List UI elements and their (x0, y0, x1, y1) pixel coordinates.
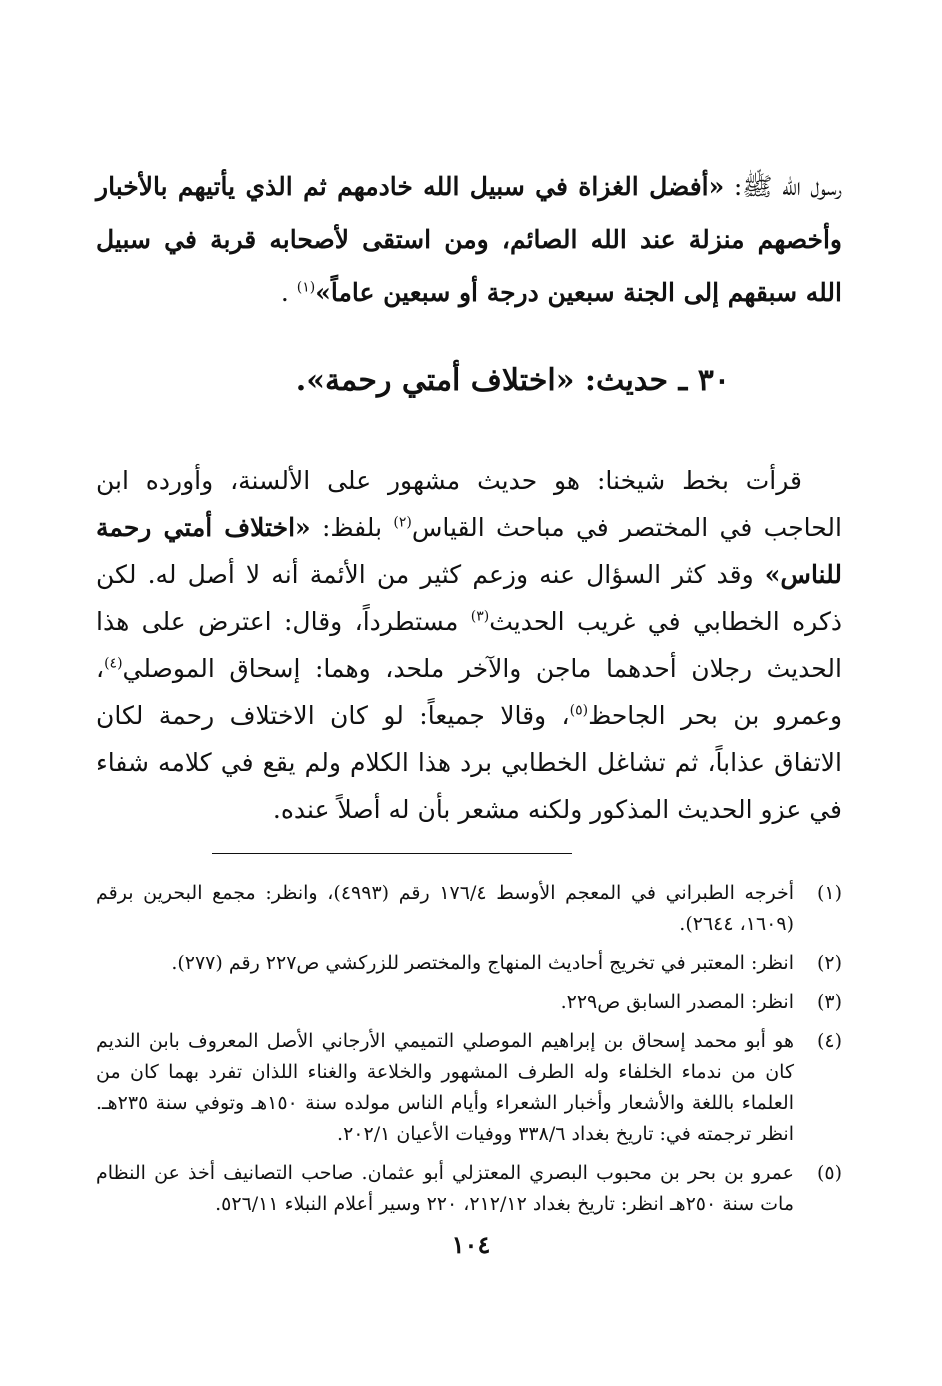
footnote-text: انظر: المعتبر في تخريج أحاديث المنهاج والمختصر للزركشي ص٢٢٧ رقم (٢٧٧). (171, 952, 794, 974)
footnote-text: عمرو بن بحر بن محبوب البصري المعتزلي أبو عثمان. صاحب التصانيف أخذ عن النظام مات سنة ٢٥٠هـ انظر: تاريخ بغداد ٢١٢/١٢، ٢٢٠ وسير أعلام النبلاء ٥٢٦/١١. (96, 1162, 794, 1215)
hadith-intro-paragraph (96, 160, 842, 319)
footnote-ref-2[interactable]: (٢) (393, 514, 412, 531)
footnote-item (96, 948, 842, 979)
footnote-number: (٤) (816, 1030, 842, 1052)
body-text-6: ، وقالا جميعاً: لو كان الاختلاف رحمة لكان الاتفاق عذاباً، ثم تشاغل الخطابي برد هذا الكلام ولم يقع في كلامه شفاء في عزو الحديث المذكور ولكنه مشعر بأن له أصلاً عنده. (96, 701, 842, 824)
body-text-4: مستطرداً، وقال: اعترض على هذا الحديث رجلان أحدهما ماجن والآخر ملحد، وهما: إسحاق الموصلي (96, 607, 842, 683)
intro-lead: رسول الله ﷺ: (724, 172, 842, 201)
page-number: ١٠٤ (451, 1230, 491, 1259)
footnote-ref-1[interactable]: (١) (296, 279, 316, 296)
footnote-item (96, 1158, 842, 1220)
footnote-item (96, 1026, 842, 1150)
body-text-5: ، وعمرو بن بحر الجاحظ (96, 654, 843, 730)
footnote-text: هو أبو محمد إسحاق بن إبراهيم الموصلي التميمي الأرجاني الأصل المعروف بابن النديم كان من ندماء الخلفاء وله الطرف المشهور والخلاعة والغناء اللذان تفرد بهما كان من العلماء باللغة والأشعار وأخبار الشعراء وأيام الناس مولده سنة ١٥٠هـ وتوفي سنة ٢٣٥هـ. انظر ترجمته في: تاريخ بغداد ٣٣٨/٦ ووفيات الأعيان ٢٠٢/١. (96, 1030, 794, 1145)
footnote-divider (212, 853, 572, 854)
intro-end: . (280, 278, 297, 307)
footnote-ref-4[interactable]: (٤) (104, 655, 123, 672)
footnote-item (96, 878, 842, 940)
body-quote: «اختلاف أمتي رحمة للناس» (96, 513, 842, 589)
footnote-number: (٥) (816, 1162, 842, 1184)
body-text-2: بلفظ: (310, 513, 394, 542)
footnote-number: (٣) (816, 991, 842, 1013)
footnote-item (96, 987, 842, 1018)
body-paragraph (96, 457, 842, 833)
footnotes (96, 878, 842, 1220)
footnote-ref-3[interactable]: (٣) (470, 608, 490, 625)
footnote-number: (٢) (816, 952, 842, 974)
section-title: ٣٠ ـ حديث: «اختلاف أمتي رحمة». (295, 363, 730, 398)
body-text-1: قرأت بخط شيخنا: هو حديث مشهور على الألسنة، وأورده ابن الحاجب في المختصر في مباحث القياس (96, 466, 842, 542)
footnote-number: (١) (816, 882, 842, 904)
intro-quote: «أفضل الغزاة في سبيل الله خادمهم ثم الذي يأتيهم بالأخبار وأخصهم منزلة عند الله الصائم، ومن استقى لأصحابه قربة في سبيل الله سبقهم إلى الجنة سبعين درجة أو سبعين عاماً» (96, 172, 842, 307)
body-text-3: وقد كثر السؤال عنه وزعم كثير من الأئمة أنه لا أصل له. لكن ذكره الخطابي في غريب الحديث (96, 560, 843, 636)
footnote-ref-5[interactable]: (٥) (569, 702, 589, 719)
page-content (96, 160, 842, 1228)
footnote-text: انظر: المصدر السابق ص٢٢٩. (560, 991, 794, 1013)
footnote-text: أخرجه الطبراني في المعجم الأوسط ١٧٦/٤ رقم (٤٩٩٣)، وانظر: مجمع البحرين برقم (١٦٠٩، ٢٦٤٤). (96, 882, 794, 935)
